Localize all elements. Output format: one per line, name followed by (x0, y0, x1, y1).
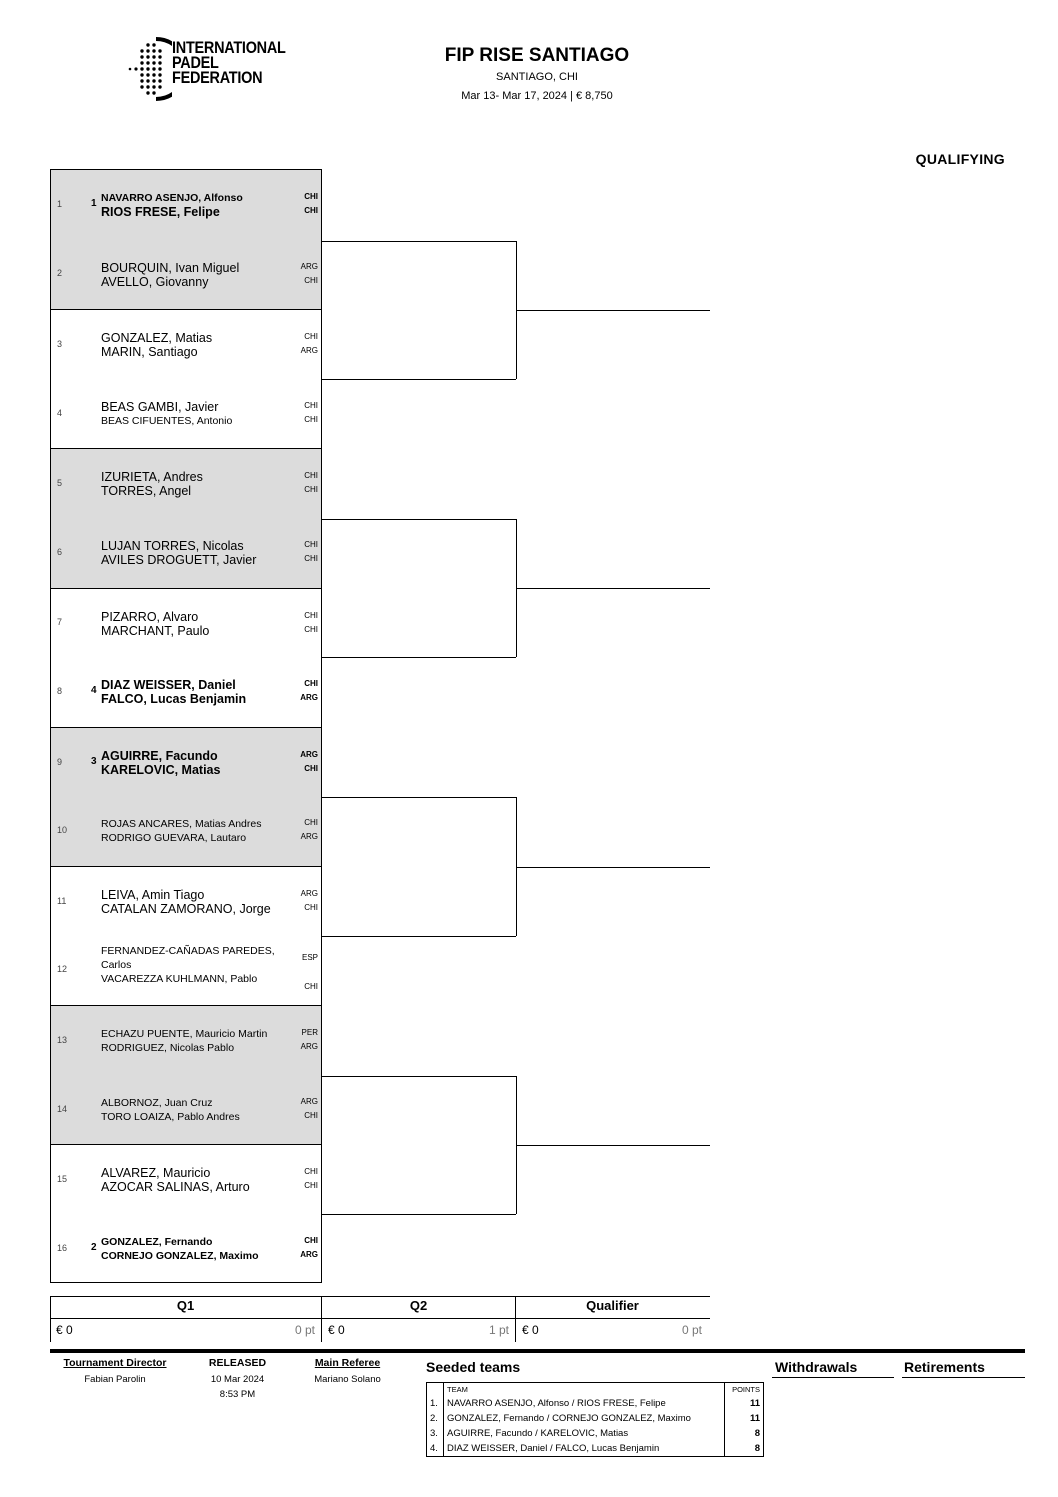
draw-position: 16 (57, 1242, 68, 1253)
player-country: CHI (304, 624, 318, 634)
round-header-top-line (50, 1296, 710, 1297)
round-points: 1 pt (488, 1323, 509, 1337)
seeded-team: AGUIRRE, Facundo / KARELOVIC, Matias (447, 1428, 629, 1439)
round-prize: € 0 (522, 1323, 539, 1337)
seeded-teams-title: Seeded teams (426, 1359, 521, 1375)
player-country: CHI (304, 981, 318, 991)
player-country: CHI (304, 679, 318, 689)
player-country: CHI (304, 471, 318, 481)
draw-position: 11 (57, 895, 67, 906)
bracket-line (516, 588, 710, 589)
round-points: 0 pt (294, 1323, 315, 1337)
player-country: ARG (300, 693, 318, 703)
player-name: AVELLO, Giovanny (101, 274, 209, 289)
player-name: CORNEJO GONZALEZ, Maximo (101, 1250, 259, 1262)
seeded-rank: 3. (427, 1426, 444, 1441)
bracket-line (516, 867, 710, 868)
director-name: Fabian Parolin (84, 1374, 146, 1385)
player-name: VACAREZZA KUHLMANN, Pablo (101, 972, 258, 985)
released-label: RELEASED (208, 1357, 267, 1369)
player-name: LUJAN TORRES, Nicolas (101, 539, 244, 553)
player-name: CATALAN ZAMORANO, Jorge (101, 902, 271, 916)
seeded-team: GONZALEZ, Fernando / CORNEJO GONZALEZ, Maximo (447, 1413, 691, 1424)
draw-position: 7 (57, 617, 63, 628)
draw-position: 5 (57, 478, 63, 489)
player-name: BOURQUIN, Ivan Miguel (101, 260, 240, 275)
draw-slot (51, 309, 321, 379)
referee-label: Main Referee (314, 1357, 381, 1369)
tournament-title: FIP RISE SANTIAGO (444, 45, 630, 66)
draw-slot (51, 866, 321, 936)
player-country: CHI (304, 275, 318, 285)
draw-position: 14 (57, 1103, 68, 1114)
player-name: BEAS CIFUENTES, Antonio (101, 414, 233, 427)
seeded-rank: 2. (427, 1411, 444, 1426)
draw-position: 4 (57, 407, 63, 418)
round-divider (321, 1318, 322, 1342)
player-name: ROJAS ANCARES, Matias Andres (101, 818, 262, 831)
withdrawals-title: Withdrawals (775, 1359, 858, 1375)
logo-line: FEDERATION (172, 68, 263, 87)
tournament-location: SANTIAGO, CHI (496, 71, 578, 83)
seeded-points: 8 (725, 1426, 764, 1441)
player-country: ESP (301, 952, 318, 962)
tournament-dates: Mar 13- Mar 17, 2024 | € 8,750 (461, 90, 613, 102)
draw-position: 6 (57, 546, 63, 557)
released-date: 10 Mar 2024 (210, 1374, 265, 1385)
player-country: ARG (300, 261, 318, 271)
player-country: CHI (304, 610, 318, 620)
player-country: CHI (304, 192, 318, 201)
bracket-line (322, 379, 516, 380)
seeded-points: 11 (725, 1396, 764, 1411)
draw-position: 10 (57, 825, 68, 836)
draw-slot (51, 657, 321, 727)
footer-separator (50, 1349, 1025, 1353)
seeded-teams-table (426, 1382, 764, 1457)
draw-slot (51, 796, 321, 866)
player-name: BEAS GAMBI, Javier (101, 399, 219, 414)
seed-number: 4 (91, 684, 97, 696)
player-country: ARG (300, 346, 318, 356)
player-country: ARG (300, 1096, 318, 1106)
draw-position: 2 (57, 268, 63, 279)
seeded-rank: 4. (427, 1441, 444, 1457)
player-country: CHI (304, 1167, 318, 1177)
bracket-line (516, 1145, 710, 1146)
bracket-line (322, 936, 516, 937)
player-name: LEIVA, Amin Tiago (101, 888, 205, 902)
player-country: CHI (304, 903, 318, 912)
player-country: PER (301, 1028, 318, 1038)
player-name: ALBORNOZ, Juan Cruz (101, 1096, 213, 1109)
seeded-row (427, 1396, 764, 1411)
seeded-col-number (427, 1383, 444, 1397)
player-country: CHI (304, 414, 318, 424)
round-prize: € 0 (56, 1323, 73, 1337)
player-country: CHI (304, 1110, 318, 1120)
player-country: ARG (300, 889, 318, 898)
player-country: ARG (300, 1042, 318, 1052)
draw-slot (51, 170, 321, 240)
player-country: CHI (304, 763, 318, 773)
draw-position: 15 (57, 1174, 68, 1185)
seeded-table-header (427, 1383, 764, 1397)
player-name: TORO LOAIZA, Pablo Andres (101, 1110, 240, 1123)
player-country: ARG (300, 1250, 318, 1259)
released-time: 8:53 PM (219, 1389, 256, 1400)
player-country: CHI (304, 818, 318, 828)
round-prize: € 0 (328, 1323, 345, 1337)
player-country: CHI (304, 554, 318, 563)
seeded-row (427, 1426, 764, 1441)
bracket-line (516, 310, 710, 311)
player-country: CHI (304, 485, 318, 495)
player-name: FALCO, Lucas Benjamin (101, 692, 247, 707)
seed-number: 1 (91, 197, 97, 209)
draw-slot (51, 936, 321, 1006)
draw-section-title: QUALIFYING (915, 151, 1005, 167)
player-name: RIOS FRESE, Felipe (101, 205, 220, 219)
retirements-underline (902, 1377, 1025, 1378)
draw-slot (51, 518, 321, 588)
bracket-line (322, 241, 516, 242)
player-country: CHI (304, 1236, 318, 1245)
round-name-q1: Q1 (176, 1298, 195, 1313)
player-name: TORRES, Angel (101, 484, 192, 499)
seed-number: 3 (91, 755, 97, 767)
draw-slot (51, 1005, 321, 1075)
seeded-row (427, 1441, 764, 1457)
draw-position: 9 (57, 756, 63, 767)
referee-name: Mariano Solano (314, 1374, 381, 1385)
player-country: CHI (304, 400, 318, 410)
player-name: NAVARRO ASENJO, Alfonso (101, 192, 243, 204)
seed-number: 2 (91, 1241, 97, 1253)
draw-slot (51, 588, 321, 658)
draw-slot (51, 240, 321, 310)
player-name: PIZARRO, Alvaro (101, 609, 199, 624)
player-name: GONZALEZ, Matias (101, 331, 213, 346)
player-country: ARG (300, 832, 318, 842)
seeded-team: NAVARRO ASENJO, Alfonso / RIOS FRESE, Felipe (447, 1398, 666, 1409)
player-country: CHI (304, 206, 318, 215)
player-name: GONZALEZ, Fernando (101, 1236, 213, 1248)
draw-slot (51, 448, 321, 518)
draw-slot (51, 1144, 321, 1214)
player-name: AVILES DROGUETT, Javier (101, 553, 257, 567)
draw-slot (51, 379, 321, 449)
seeded-team: DIAZ WEISSER, Daniel / FALCO, Lucas Benjamin (447, 1443, 660, 1454)
director-label: Tournament Director (63, 1357, 167, 1369)
player-name: ECHAZU PUENTE, Mauricio Martin (101, 1028, 268, 1041)
seeded-row (427, 1411, 764, 1426)
player-country: ARG (300, 749, 318, 759)
player-name: RODRIGO GUEVARA, Lautaro (101, 832, 247, 845)
player-name: FERNANDEZ-CAÑADAS PAREDES, Carlos (101, 944, 275, 971)
player-name: AZOCAR SALINAS, Arturo (101, 1180, 250, 1195)
round-name-q2: Q2 (409, 1298, 428, 1313)
draw-slot (51, 1075, 321, 1145)
withdrawals-underline (772, 1377, 894, 1378)
player-country: CHI (304, 540, 318, 549)
round-divider (515, 1318, 516, 1342)
player-country: CHI (304, 332, 318, 342)
seeded-points: 8 (725, 1441, 764, 1457)
draw-slot (51, 1214, 321, 1284)
player-country: CHI (304, 1181, 318, 1191)
player-name: ALVAREZ, Mauricio (101, 1166, 211, 1181)
player-name: MARIN, Santiago (101, 345, 198, 360)
draw-position: 1 (57, 198, 63, 209)
draw-position: 13 (57, 1034, 68, 1045)
player-name: KARELOVIC, Matias (101, 762, 221, 777)
bracket-line (322, 519, 516, 520)
round-header-bottom-line (50, 1318, 710, 1319)
player-name: MARCHANT, Paulo (101, 623, 210, 638)
seeded-points: 11 (725, 1411, 764, 1426)
round-divider (50, 1318, 51, 1342)
seeded-col-points: POINTS (725, 1383, 764, 1397)
player-name: AGUIRRE, Facundo (101, 748, 218, 763)
fip-logo-icon (126, 36, 172, 102)
draw-slot (51, 727, 321, 797)
round-name-qualifier: Qualifier (586, 1298, 639, 1313)
bracket-line (322, 657, 516, 658)
draw-position: 8 (57, 685, 63, 696)
player-name: IZURIETA, Andres (101, 470, 203, 485)
bracket-line (322, 797, 516, 798)
player-name: RODRIGUEZ, Nicolas Pablo (101, 1042, 235, 1055)
seeded-col-team: TEAM (447, 1385, 468, 1394)
logo-line: INTERNATIONAL (172, 38, 286, 57)
draw-position: 3 (57, 338, 63, 349)
player-name: DIAZ WEISSER, Daniel (101, 678, 236, 693)
round-points: 0 pt (681, 1323, 702, 1337)
fip-logo-text (172, 40, 286, 85)
bracket-line (322, 1214, 516, 1215)
bracket-line (322, 1076, 516, 1077)
seeded-rank: 1. (427, 1396, 444, 1411)
retirements-title: Retirements (904, 1359, 985, 1375)
logo-line: PADEL (172, 53, 219, 72)
draw-position: 12 (57, 964, 68, 975)
